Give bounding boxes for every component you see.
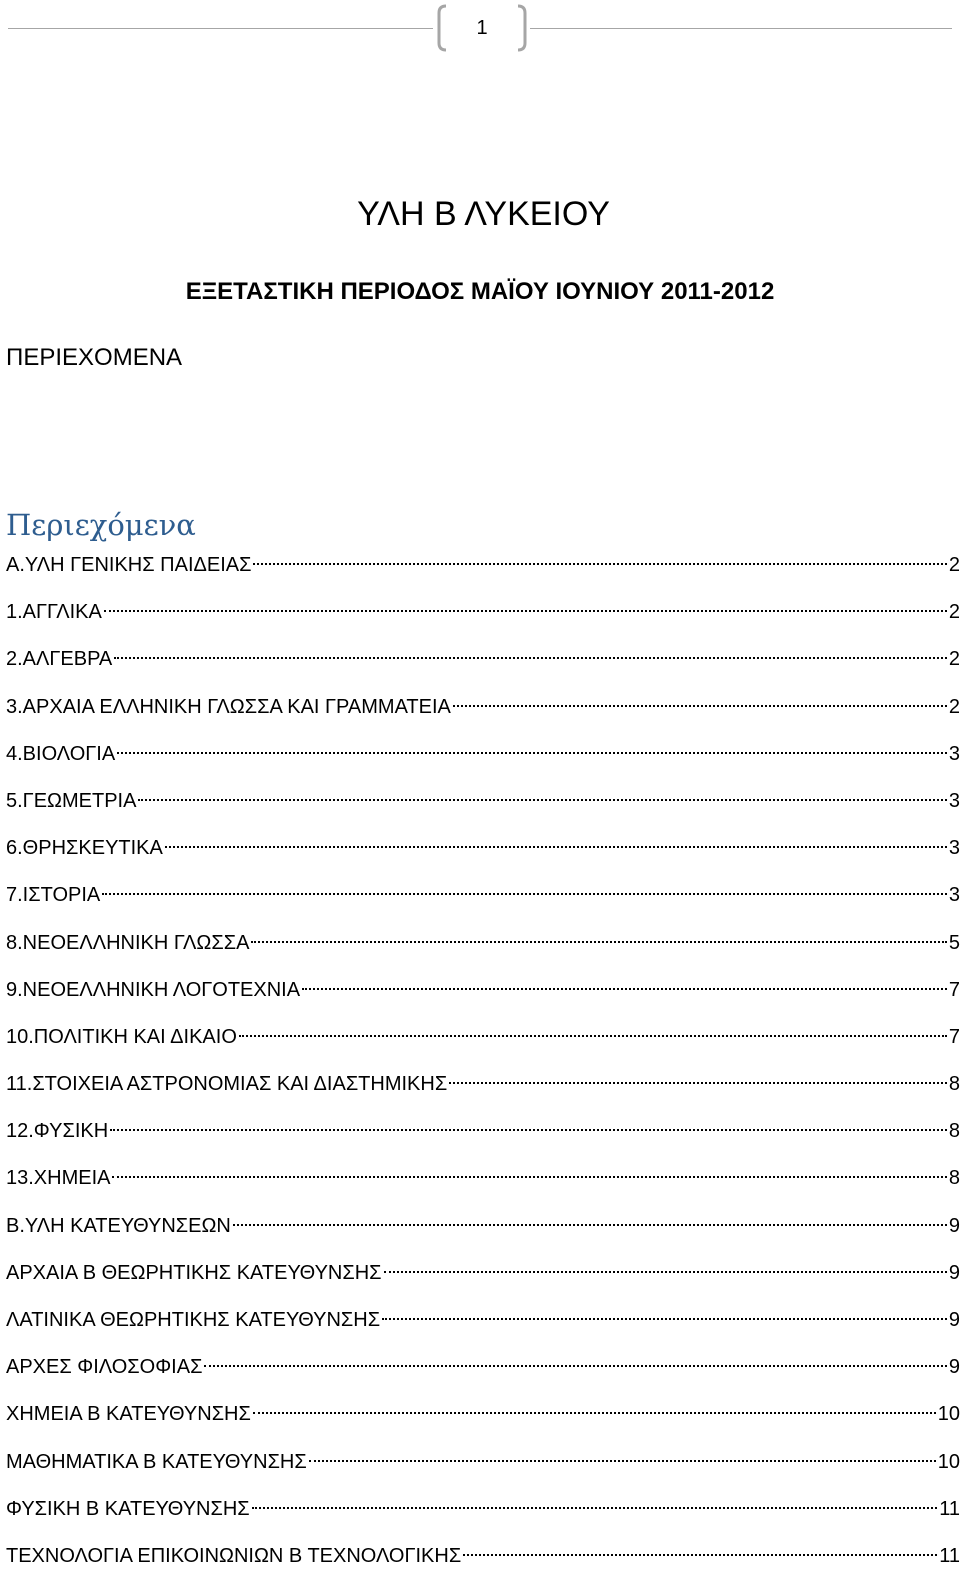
toc-dot-leader	[449, 1082, 947, 1084]
toc-entry-title: 2.ΑΛΓΕΒΡΑ	[6, 648, 113, 671]
toc-entry-page: 3	[948, 837, 960, 860]
contents-label: ΠΕΡΙΕΧΟΜΕΝΑ	[6, 344, 183, 371]
toc-entry-title: Α.ΥΛΗ ΓΕΝΙΚΗΣ ΠΑΙΔΕΙΑΣ	[6, 554, 252, 576]
toc-dot-leader	[239, 1035, 947, 1037]
toc-dot-leader	[252, 1507, 938, 1509]
toc-entry-page: 7	[948, 1025, 960, 1048]
header-rule-left	[8, 28, 433, 29]
toc-entry-title: ΛΑΤΙΝΙΚΑ ΘΕΩΡΗΤΙΚΗΣ ΚΑΤΕΥΘΥΝΣΗΣ	[6, 1309, 381, 1331]
toc-entry-page: 9	[948, 1214, 960, 1237]
toc-entry-page: 5	[948, 931, 960, 954]
document-subtitle: ΕΞΕΤΑΣΤΙΚΗ ΠΕΡΙΟΔΟΣ ΜΑΪΟΥ ΙΟΥΝΙΟΥ 2011-2012	[185, 278, 775, 305]
toc-entry-title: 5.ΓΕΩΜΕΤΡΙΑ	[6, 789, 137, 812]
toc-dot-leader	[204, 1365, 946, 1367]
toc-dot-leader	[112, 1176, 946, 1178]
toc-entry-page: 3	[948, 884, 960, 907]
toc-entry-page: 8	[948, 1073, 960, 1096]
toc-dot-leader	[463, 1554, 937, 1556]
toc-dot-leader	[110, 1129, 947, 1131]
toc-entry[interactable]	[6, 692, 960, 739]
toc-entry[interactable]	[6, 1211, 960, 1258]
toc-entry[interactable]	[6, 1352, 960, 1399]
toc-entry-page: 9	[948, 1261, 960, 1284]
toc-entry-title: Β.ΥΛΗ ΚΑΤΕΥΘΥΝΣΕΩΝ	[6, 1214, 231, 1237]
toc-dot-leader	[253, 1412, 936, 1414]
toc-entry-page: 9	[948, 1356, 960, 1379]
toc-entry[interactable]	[6, 1399, 960, 1446]
toc-entry-title: 3.ΑΡΧΑΙΑ ΕΛΛΗΝΙΚΗ ΓΛΩΣΣΑ ΚΑΙ ΓΡΑΜΜΑΤΕΙΑ	[6, 695, 451, 718]
toc-entry-title: 4.ΒΙΟΛΟΓΙΑ	[6, 742, 116, 765]
toc-entry-title: 12.ΦΥΣΙΚΗ	[6, 1120, 109, 1143]
toc-entry-page: 3	[948, 742, 960, 765]
toc-entry-title: 1.ΑΓΓΛΙΚΑ	[6, 601, 102, 624]
toc-entry-title: 9.ΝΕΟΕΛΛΗΝΙΚΗ ΛΟΓΟΤΕΧΝΙΑ	[6, 978, 301, 1001]
toc-entry[interactable]	[6, 1447, 960, 1494]
toc-entry-page: 2	[948, 554, 960, 576]
toc-entry-title: 6.ΘΡΗΣΚΕΥΤΙΚΑ	[6, 837, 163, 860]
toc-entry-page: 11	[939, 1544, 960, 1567]
toc-dot-leader	[302, 988, 947, 990]
toc-dot-leader	[253, 563, 946, 565]
toc-dot-leader	[251, 941, 946, 943]
toc-entry-title: ΤΕΧΝΟΛΟΓΙΑ ΕΠΙΚΟΙΝΩΝΙΩΝ Β ΤΕΧΝΟΛΟΓΙΚΗΣ	[6, 1544, 462, 1567]
toc-entry[interactable]	[6, 597, 960, 644]
toc-entry-page: 10	[937, 1403, 960, 1426]
toc-dot-leader	[102, 893, 947, 895]
toc-entry-page: 9	[948, 1309, 960, 1331]
toc-entry-title: ΧΗΜΕΙΑ Β ΚΑΤΕΥΘΥΝΣΗΣ	[6, 1403, 251, 1426]
toc-dot-leader	[104, 610, 947, 612]
toc-entry[interactable]	[6, 1116, 960, 1163]
toc-entry-page: 8	[948, 1167, 960, 1190]
header-rule-right	[530, 28, 952, 29]
toc-entry-page: 7	[948, 978, 960, 1001]
toc-entry-page: 3	[948, 789, 960, 812]
toc-entry-title: 7.ΙΣΤΟΡΙΑ	[6, 884, 101, 907]
table-of-contents	[6, 550, 960, 1588]
toc-dot-leader	[382, 1318, 947, 1320]
toc-entry[interactable]	[6, 975, 960, 1022]
toc-dot-leader	[138, 799, 946, 801]
toc-dot-leader	[117, 752, 947, 754]
toc-entry[interactable]	[6, 1022, 960, 1069]
toc-entry[interactable]	[6, 833, 960, 880]
toc-entry[interactable]	[6, 739, 960, 786]
toc-entry-title: 10.ΠΟΛΙΤΙΚΗ ΚΑΙ ΔΙΚΑΙΟ	[6, 1025, 237, 1048]
toc-dot-leader	[114, 657, 947, 659]
toc-entry[interactable]	[6, 1305, 960, 1352]
toc-entry-title: 13.ΧΗΜΕΙΑ	[6, 1167, 111, 1190]
toc-entry[interactable]	[6, 1258, 960, 1305]
toc-entry[interactable]	[6, 1494, 960, 1541]
toc-entry[interactable]	[6, 1069, 960, 1116]
toc-entry[interactable]	[6, 1541, 960, 1588]
toc-heading: Περιεχόμενα	[6, 508, 196, 542]
page-number: 1	[476, 17, 488, 39]
toc-entry-title: ΜΑΘΗΜΑΤΙΚΑ Β ΚΑΤΕΥΘΥΝΣΗΣ	[6, 1450, 307, 1473]
toc-entry-title: ΑΡΧΕΣ ΦΙΛΟΣΟΦΙΑΣ	[6, 1356, 203, 1379]
toc-dot-leader	[384, 1271, 947, 1273]
toc-entry-page: 8	[948, 1120, 960, 1143]
toc-entry[interactable]	[6, 1163, 960, 1210]
toc-entry-page: 2	[948, 601, 960, 624]
toc-entry-title: ΦΥΣΙΚΗ Β ΚΑΤΕΥΘΥΝΣΗΣ	[6, 1497, 250, 1520]
document-title: ΥΛΗ Β ΛΥΚΕΙΟΥ	[357, 195, 610, 233]
toc-entry-title: 8.ΝΕΟΕΛΛΗΝΙΚΗ ΓΛΩΣΣΑ	[6, 931, 250, 954]
toc-dot-leader	[453, 705, 947, 707]
toc-entry-page: 2	[948, 695, 960, 718]
toc-entry[interactable]	[6, 786, 960, 833]
toc-entry[interactable]	[6, 550, 960, 597]
toc-entry-page: 11	[939, 1497, 960, 1520]
toc-entry-page: 2	[948, 648, 960, 671]
toc-entry-title: ΑΡΧΑΙΑ Β ΘΕΩΡΗΤΙΚΗΣ ΚΑΤΕΥΘΥΝΣΗΣ	[6, 1261, 382, 1284]
toc-entry[interactable]	[6, 928, 960, 975]
toc-dot-leader	[309, 1460, 936, 1462]
toc-entry-title: 11.ΣΤΟΙΧΕΙΑ ΑΣΤΡΟΝΟΜΙΑΣ ΚΑΙ ΔΙΑΣΤΗΜΙΚΗΣ	[6, 1073, 448, 1096]
toc-entry-page: 10	[937, 1450, 960, 1473]
toc-dot-leader	[165, 846, 947, 848]
toc-entry[interactable]	[6, 644, 960, 691]
toc-entry[interactable]	[6, 880, 960, 927]
toc-dot-leader	[233, 1224, 947, 1226]
